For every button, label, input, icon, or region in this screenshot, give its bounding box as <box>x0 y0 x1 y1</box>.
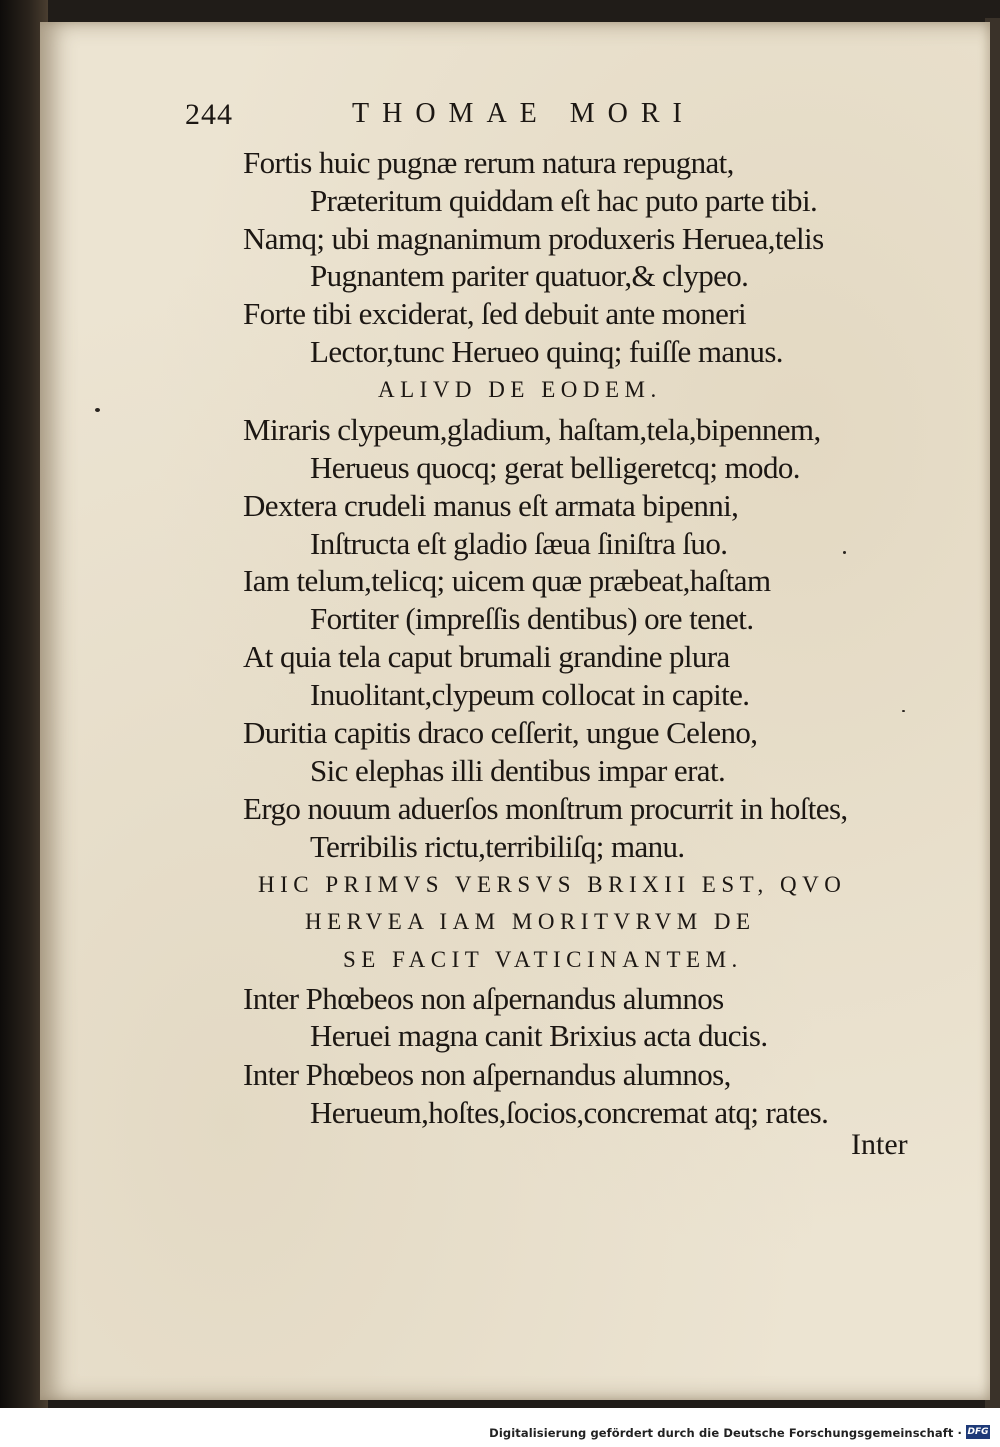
verse-line: Inter Phœbeos non aſpernandus alumnos <box>243 981 724 1016</box>
verse-line: Duritia capitis draco ceſſerit, ungue Celeno, <box>243 715 758 750</box>
verse-line: Iam telum,telicq; uicem quæ præbeat,haſtam <box>243 563 771 598</box>
ink-speck <box>95 408 100 412</box>
section-heading: SE FACIT VATICINANTEM. <box>343 947 743 972</box>
funding-credit: Digitalisierung gefördert durch die Deutsche Forschungsgemeinschaft · <box>489 1426 962 1440</box>
verse-line: Fortiter (impreſſis dentibus) ore tenet. <box>310 601 754 636</box>
verse-line: Terribilis rictu,terribiliſq; manu. <box>310 829 685 864</box>
verse-line: Ergo nouum aduerſos monſtrum procurrit in hoſtes, <box>243 791 848 826</box>
verse-line: Forte tibi exciderat, ſed debuit ante moneri <box>243 296 747 331</box>
verse-line: Fortis huic pugnæ rerum natura repugnat, <box>243 145 734 180</box>
digitization-footer <box>0 1408 1000 1447</box>
ink-speck <box>843 551 846 554</box>
verse-line: Heruei magna canit Brixius acta ducis. <box>310 1018 768 1053</box>
section-heading: ALIVD DE EODEM. <box>378 377 662 402</box>
section-heading: HERVEA IAM MORITVRVM DE <box>305 909 756 934</box>
verse-line: Herueum,hoſtes,ſocios,concremat atq; rates. <box>310 1095 829 1130</box>
verse-line: Sic elephas illi dentibus impar erat. <box>310 753 726 788</box>
verse-line: Inuolitant,clypeum collocat in capite. <box>310 677 750 712</box>
verse-line: Dextera crudeli manus eſt armata bipenni, <box>243 488 739 523</box>
page-number: 244 <box>185 98 233 131</box>
catchword: Inter <box>851 1128 908 1161</box>
running-title: THOMAE MORI <box>352 98 695 129</box>
verse-line: Præteritum quiddam eſt hac puto parte tibi. <box>310 183 818 218</box>
verse-line: Pugnantem pariter quatuor,& clypeo. <box>310 258 749 293</box>
verse-line: Namq; ubi magnanimum produxeris Heruea,telis <box>243 221 824 256</box>
verse-line: Herueus quocq; gerat belligeretcq; modo. <box>310 450 800 485</box>
verse-line: Inter Phœbeos non aſpernandus alumnos, <box>243 1057 731 1092</box>
verse-line: At quia tela caput brumali grandine plura <box>243 639 730 674</box>
verse-line: Inſtructa eſt gladio ſæua ſiniſtra ſuo. <box>310 526 728 561</box>
ink-speck <box>902 710 905 712</box>
verse-line: Miraris clypeum,gladium, haſtam,tela,bipennem, <box>243 412 821 447</box>
section-heading: HIC PRIMVS VERSVS BRIXII EST, QVO <box>258 872 847 897</box>
dfg-logo-icon: DFG <box>967 1427 989 1437</box>
verse-line: Lector,tunc Herueo quinq; fuiſſe manus. <box>310 334 783 369</box>
